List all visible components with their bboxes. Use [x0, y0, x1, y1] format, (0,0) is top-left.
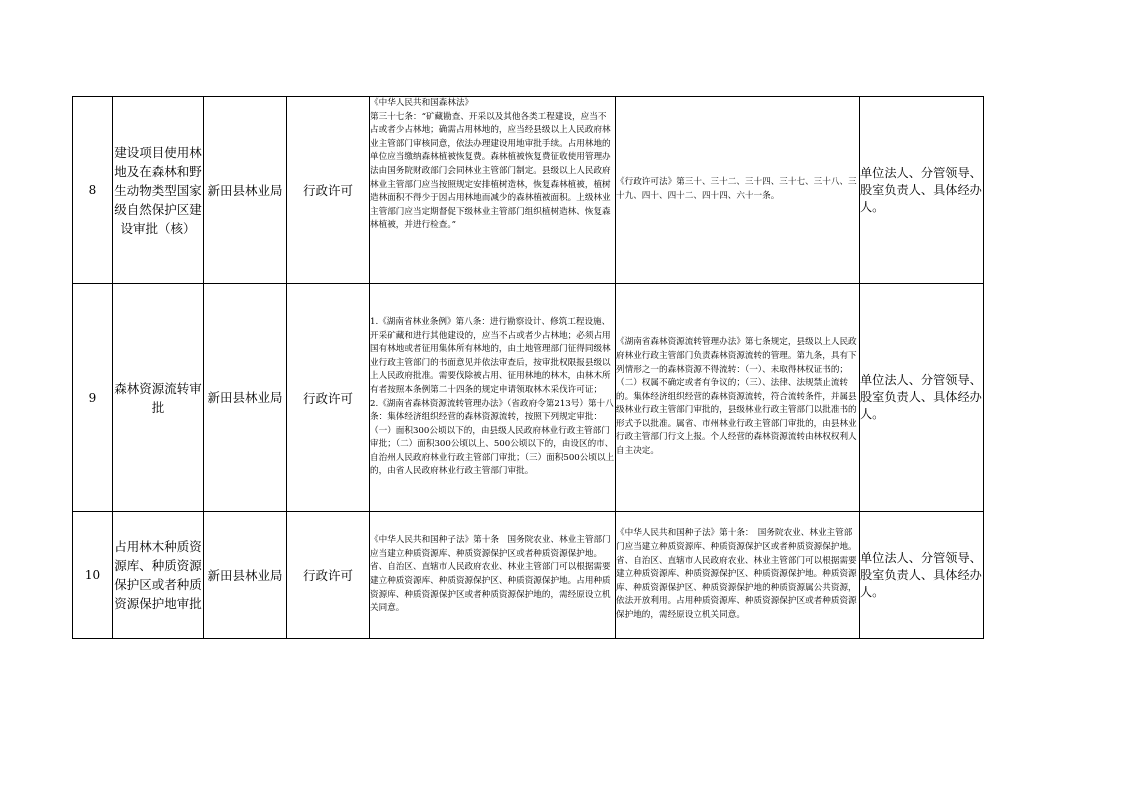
procedure-basis: 《中华人民共和国种子法》第十条： 国务院农业、林业主管部门应当建立种质资源库、种质资源保护区或者种质资源保护地。省、自治区、直辖市人民政府农业、林业主管部门可以根据需要建立种质资源库、种质资源保护区、种质资源保护地。种质资源库、种质资源保护区、种质资源保护地的种质资源属公共资源，依法开放利用。占用种质资源库、种质资源保护区或者种质资源保护地的，需经原设立机关同意。	[616, 512, 860, 639]
authority-table	[72, 96, 984, 639]
department: 新田县林业局	[204, 97, 287, 284]
row-number: 8	[73, 97, 113, 284]
category: 行政许可	[287, 512, 370, 639]
legal-basis: 《中华人民共和国种子法》第十条 国务院农业、林业主管部门应当建立种质资源库、种质资源保护区或者种质资源保护地。省、自治区、直辖市人民政府农业、林业主管部门可以根据需要建立种质资源库、种质资源保护区、种质资源保护地。占用种质资源库、种质资源保护区或者种质资源保护地的，需经原设立机关同意。	[370, 512, 616, 639]
row-number: 10	[73, 512, 113, 639]
procedure-basis: 《行政许可法》第三十、三十二、三十四、三十七、三十八、三十九、四十、四十二、四十四、六十一条。	[616, 97, 860, 284]
item-name: 建设项目使用林地及在森林和野生动物类型国家级自然保护区建设审批（核）	[113, 97, 204, 284]
legal-basis-text: 1.《湖南省林业条例》第八条：进行勘察设计、修筑工程设施、开采矿藏和进行其他建设的，应当不占或者少占林地；必须占用国有林地或者征用集体所有林地的，由土地管理部门征得同级林业行政主管部门的书面意见并依法审查后，按审批权限报县级以上人民政府批准。需要伐除被占用、征用林地的林木，由林木所有者按照本条例第二十四条的规定申请领取林木采伐许可证； 2.《湖南省森林资源流转管理办法》（省政府令第213号）第十八条：集体经济组织经营的森林资源流转，按照下列规定审批：（一）面积300公顷以下的，由县级人民政府林业行政主管部门审批；（二）面积300公顷以上、500公顷以下的，由设区的市、自治州人民政府林业行政主管部门审批；（三）面积500公顷以上的，由省人民政府林业行政主管部门审批。	[370, 316, 615, 477]
procedure-basis: 《湖南省森林资源流转管理办法》第七条规定，县级以上人民政府林业行政主管部门负责森林资源流转的管理。第九条，具有下列情形之一的森林资源不得流转：（一）、未取得林权证书的；（二）权属不确定或者有争议的；（三）、法律、法规禁止流转的。集体经济组织经营的森林资源流转，符合流转条件，并属县级林业行政主管部门审批的，县级林业行政主管部门以批准书的形式予以批准。属省、市州林业行政主管部门审批的，由县林业行政主管部门行文上报。个人经营的森林资源流转由林权权利人自主决定。	[616, 284, 860, 512]
item-name: 占用林木种质资源库、种质资源保护区或者种质资源保护地审批	[113, 512, 204, 639]
table-row	[73, 284, 984, 512]
category: 行政许可	[287, 284, 370, 512]
legal-basis-text: 《中华人民共和国森林法》 第三十七条：“矿藏勘查、开采以及其他各类工程建设，应当不占或者少占林地；确需占用林地的，应当经县级以上人民政府林业主管部门审核同意，依法办理建设用地审批手续。占用林地的单位应当缴纳森林植被恢复费。森林植被恢复费征收使用管理办法由国务院财政部门会同林业主管部门制定。县级以上人民政府林业主管部门应当按照规定安排植树造林，恢复森林植被，植树造林面积不得少于因占用林地而减少的森林植被面积。上级林业主管部门应当定期督促下级林业主管部门组织植树造林、恢复森林植被，并进行检查。”	[370, 98, 611, 231]
category: 行政许可	[287, 97, 370, 284]
item-name: 森林资源流转审批	[113, 284, 204, 512]
responsible-persons: 单位法人、分管领导、股室负责人、具体经办人。	[860, 97, 984, 284]
department: 新田县林业局	[204, 284, 287, 512]
responsible-persons: 单位法人、分管领导、股室负责人、具体经办人。	[860, 284, 984, 512]
table-row	[73, 512, 984, 639]
row-number: 9	[73, 284, 113, 512]
table-row	[73, 97, 984, 284]
responsible-persons: 单位法人、分管领导、股室负责人、具体经办人。	[860, 512, 984, 639]
department: 新田县林业局	[204, 512, 287, 639]
legal-basis	[370, 284, 616, 512]
legal-basis	[370, 97, 616, 284]
